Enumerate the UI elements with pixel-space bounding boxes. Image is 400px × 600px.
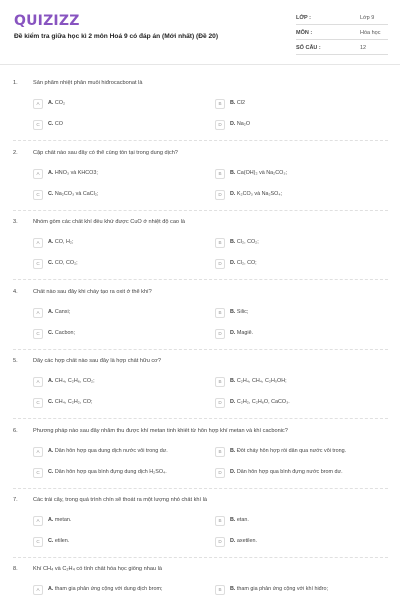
option-badge: A [33,99,43,109]
option-letter: B. [230,448,236,454]
answer-option-b[interactable] [215,585,385,595]
option-letter: C. [48,538,54,544]
option-value: CO, CO₂; [54,260,78,266]
question-text: Các trái cây, trong quá trình chín sẽ thoát ra một lượng nhỏ chất khí là [33,497,207,503]
option-text [230,260,390,266]
option-text [230,378,390,384]
question-text: Nhóm gồm các chất khí đều khử được CuO ở nhiệt độ cao là [33,219,185,225]
option-badge: D [215,468,225,478]
answer-option-c[interactable] [33,537,203,547]
question-divider [13,349,388,350]
option-badge: B [215,447,225,457]
answer-option-d[interactable] [215,190,385,200]
option-text [230,399,390,405]
option-text [48,330,208,336]
option-text [230,538,390,544]
answer-option-b[interactable] [215,99,385,109]
option-letter: A. [48,378,54,384]
option-text [230,517,390,523]
option-badge: C [33,120,43,130]
question-divider [13,210,388,211]
option-text [48,399,208,405]
option-badge: B [215,516,225,526]
option-value: metan. [54,517,72,523]
option-badge: C [33,190,43,200]
option-badge: D [215,259,225,269]
answer-option-a[interactable] [33,585,203,595]
question-number: 7. [13,497,18,503]
answer-option-d[interactable] [215,329,385,339]
option-value: CH₄, C₂H₆, CO₂; [54,378,95,384]
option-value: Cl2 [236,100,245,106]
option-badge: A [33,308,43,318]
option-badge: A [33,377,43,387]
option-value: tham gia phản ứng cộng với khí hiđro; [236,586,328,592]
option-badge: B [215,377,225,387]
option-badge: C [33,468,43,478]
meta-class-value: Lớp 9 [360,15,375,21]
question-number: 1. [13,80,18,86]
question-text: Khí CH₄ và C₂H₄ có tính chất hóa học giống nhau là [33,566,162,572]
option-letter: B. [230,100,236,106]
question-text: Chất nào sau đây khi cháy tạo ra oxit ở thể khí? [33,289,152,295]
option-value: Na₂O [236,121,251,127]
answer-option-a[interactable] [33,169,203,179]
question-divider [13,418,388,419]
answer-option-a[interactable] [33,516,203,526]
answer-option-b[interactable] [215,516,385,526]
option-letter: B. [230,378,236,384]
answer-option-a[interactable] [33,238,203,248]
option-text [48,239,208,245]
meta-divider [296,54,388,55]
option-badge: D [215,190,225,200]
option-value: C₂H₂, C₂H₆O, CaCO₃. [236,399,290,405]
option-text [48,448,208,454]
answer-option-c[interactable] [33,468,203,478]
option-letter: D. [230,469,236,475]
option-badge: D [215,537,225,547]
option-letter: B. [230,239,236,245]
answer-option-c[interactable] [33,398,203,408]
answer-option-d[interactable] [215,398,385,408]
answer-option-a[interactable] [33,308,203,318]
answer-option-b[interactable] [215,238,385,248]
option-text [230,191,390,197]
option-text [48,378,208,384]
option-letter: C. [48,121,54,127]
answer-option-c[interactable] [33,120,203,130]
meta-divider [296,24,388,25]
option-value: Cacbon; [54,330,75,336]
option-value: CO [54,121,63,127]
option-value: Dẫn hỗn hợp qua dung dịch nước vôi trong dư. [54,448,168,454]
option-text [230,330,390,336]
option-letter: D. [230,399,236,405]
option-letter: A. [48,517,54,523]
question-text: Phương pháp nào sau đây nhằm thu được khí metan tinh khiết từ hỗn hợp khí metan và khí cacbonic? [33,428,288,434]
answer-option-b[interactable] [215,377,385,387]
option-text [48,538,208,544]
option-badge: A [33,238,43,248]
option-badge: A [33,169,43,179]
option-letter: C. [48,191,54,197]
question-number: 8. [13,566,18,572]
option-text [48,586,208,592]
option-value: etan. [236,517,249,523]
option-badge: A [33,585,43,595]
question-divider [13,279,388,280]
option-value: CO₂ [54,100,66,106]
option-letter: B. [230,586,236,592]
option-badge: D [215,329,225,339]
option-text [48,191,208,197]
option-value: Ca(OH)₂ và Na₂CO₃; [236,170,288,176]
option-badge: D [215,398,225,408]
option-text [230,100,390,106]
option-text [48,121,208,127]
option-badge: C [33,537,43,547]
option-text [48,260,208,266]
option-letter: A. [48,309,54,315]
question-text: Dãy các hợp chất nào sau đây là hợp chất hữu cơ? [33,358,161,364]
answer-option-d[interactable] [215,120,385,130]
option-text [48,309,208,315]
meta-class-label: LỚP : [296,15,311,21]
option-badge: D [215,120,225,130]
option-badge: A [33,447,43,457]
option-letter: C. [48,330,54,336]
question-divider [13,140,388,141]
option-letter: B. [230,309,236,315]
option-value: Dẫn hỗn hợp qua bình đựng dung dịch H₂SO₄. [54,469,167,475]
document-title: Đề kiểm tra giữa học kì 2 môn Hoá 9 có đáp án (Mới nhất) (Đề 20) [14,33,219,40]
option-letter: C. [48,260,54,266]
question-number: 4. [13,289,18,295]
option-text [48,100,208,106]
option-value: Na₂CO₃ và CaCl₂; [54,191,99,197]
meta-subject-value: Hóa học [360,30,381,36]
question-number: 6. [13,428,18,434]
question-number: 5. [13,358,18,364]
option-text [230,586,390,592]
option-badge: B [215,585,225,595]
option-letter: A. [48,448,54,454]
option-value: C₂H₄, CH₄, C₂H₅OH; [236,378,287,384]
question-text: Cặp chất nào sau đây có thể cùng tồn tại trong dung dịch? [33,150,178,156]
option-badge: B [215,169,225,179]
option-value: CH₄, C₂H₂, CO; [54,399,93,405]
option-value: etilen. [54,538,70,544]
question-number: 2. [13,150,18,156]
option-text [230,170,390,176]
meta-count-value: 12 [360,45,367,51]
option-value: Cl₂, CO₂; [236,239,259,245]
answer-option-a[interactable] [33,447,203,457]
option-value: Magiê. [236,330,254,336]
option-value: Đốt cháy hỗn hợp rồi dẫn qua nước vôi trong. [236,448,347,454]
option-value: Dẫn hỗn hợp qua bình đựng nước brom dư. [236,469,343,475]
option-text [48,469,208,475]
option-letter: D. [230,538,236,544]
answer-option-b[interactable] [215,308,385,318]
answer-option-d[interactable] [215,259,385,269]
option-badge: C [33,329,43,339]
option-letter: C. [48,399,54,405]
option-value: axetilen. [236,538,257,544]
option-text [230,469,390,475]
answer-option-d[interactable] [215,537,385,547]
answer-option-c[interactable] [33,329,203,339]
option-text [230,448,390,454]
quizizz-logo: QUIZIZZ [14,13,80,29]
answer-option-b[interactable] [215,447,385,457]
answer-option-c[interactable] [33,190,203,200]
option-value: CO, H₂; [54,239,74,245]
option-letter: B. [230,170,236,176]
question-divider [13,557,388,558]
question-divider [13,488,388,489]
option-letter: D. [230,191,236,197]
option-badge: B [215,308,225,318]
option-badge: B [215,99,225,109]
option-letter: A. [48,586,54,592]
option-value: HNO₃ và KHCO3; [54,170,98,176]
meta-count-label: SỐ CÂU : [296,45,321,51]
option-text [230,239,390,245]
option-letter: C. [48,469,54,475]
option-letter: A. [48,239,54,245]
option-letter: B. [230,517,236,523]
answer-option-d[interactable] [215,468,385,478]
option-letter: A. [48,170,54,176]
option-text [48,517,208,523]
answer-option-b[interactable] [215,169,385,179]
option-letter: A. [48,100,54,106]
worksheet-header [0,0,400,65]
option-text [48,170,208,176]
question-text: Sản phẩm nhiệt phân muối hiđrocacbonat là [33,80,143,86]
meta-subject-label: MÔN : [296,30,313,36]
answer-option-a[interactable] [33,377,203,387]
option-letter: D. [230,260,236,266]
option-value: K₂CO₃ và Na₂SO₄; [236,191,283,197]
option-letter: D. [230,121,236,127]
option-badge: C [33,398,43,408]
option-letter: D. [230,330,236,336]
option-badge: A [33,516,43,526]
option-badge: B [215,238,225,248]
option-value: tham gia phản ứng cộng với dung dịch brom; [54,586,163,592]
option-badge: C [33,259,43,269]
meta-divider [296,39,388,40]
option-value: Silic; [236,309,249,315]
answer-option-c[interactable] [33,259,203,269]
answer-option-a[interactable] [33,99,203,109]
option-text [230,121,390,127]
option-text [230,309,390,315]
option-value: Cl₂, CO; [236,260,257,266]
option-value: Canxi; [54,309,71,315]
question-number: 3. [13,219,18,225]
